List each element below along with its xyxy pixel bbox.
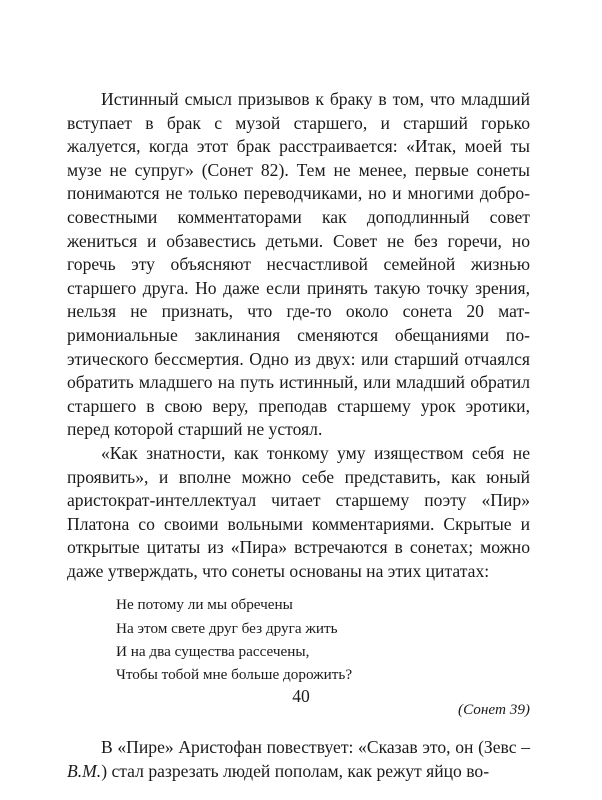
poem-line: И на два существа рассечены, [116,642,310,660]
poem-line: На этом свете друг без друга жить [116,619,338,637]
poem-quote [116,593,530,686]
paragraph-2: «Как знатности, как тонкому уму изяществом себя не проявить», и вполне можно себе представить, как юный аристократ-интеллектуал читает старшему поэту «Пир» Платона со своими вольными комментариями. Скрытые и открытые цитаты из «Пира» встречаются в сонетах; можно даже утверждать, что сонеты основаны на этих цитатах: [67,442,530,581]
paragraph-1: Истинный смысл призывов к браку в том, что младший вступает в брак с музой старшего, и старший горько жалуется, когда этот брак расстраивается: «Итак, моей ты музе не супруг» (Сонет 82). Тем не менее, первые сонеты понимаются не только переводчиками, но и многими добросовестными комментаторами как доподлинный совет жениться и обзавестись детьми. Совет не без горечи, но горечь эту объясняют несчастливой семейной жизнью старшего друга. Но даже если принять такую точку зрения, нельзя не признать, что где-то около сонета 20 матримониальные заклинания сменяются обещаниями поэтического бессмертия. Одно из двух: или старший отчаялся обратить младшего на путь истинный, или младший обратил старшего в свою веру, преподав старшему урок эротики, перед которой старший не устоял. [67,89,530,440]
author-initials: В.М. [67,760,102,781]
paragraph-3-text-after: ) стал разрезать людей пополам, как режут яйцо во- [101,760,490,781]
paragraph-3-text-before: В «Пире» Аристофан повествует: «Сказав это, он (Зевс – [101,737,530,758]
poem-line: Не потому ли мы обречены [116,596,293,614]
paragraph-3 [67,736,530,783]
poem-attribution: (Сонет 39) [458,701,530,719]
poem-line: Чтобы тобой мне больше дорожить? [116,666,353,684]
page-body [67,88,530,783]
page-number: 40 [292,686,310,706]
